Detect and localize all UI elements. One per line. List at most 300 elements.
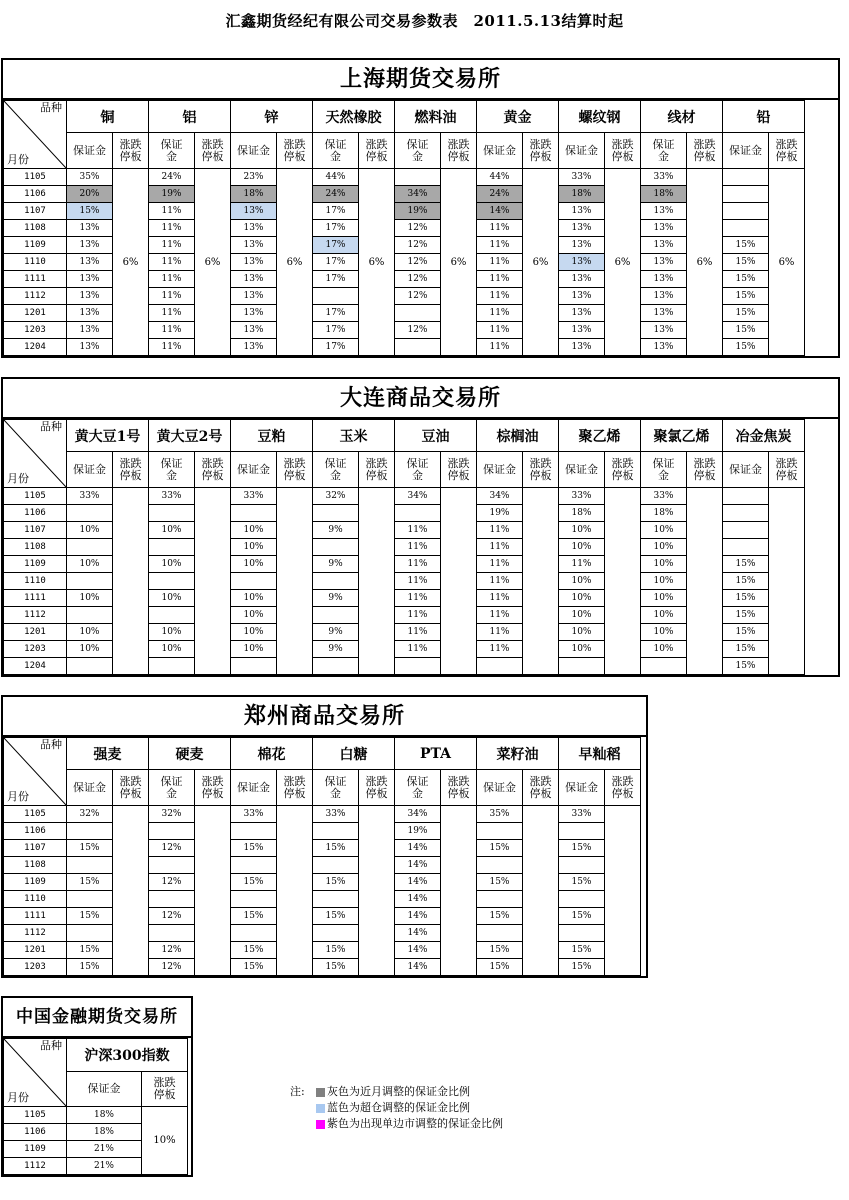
table-row (4, 169, 805, 186)
commodity-name: 铅 (723, 101, 805, 133)
margin-cell: 15% (313, 942, 359, 959)
commodity-name: 白糖 (313, 738, 395, 770)
margin-cell (641, 658, 687, 675)
margin-cell: 11% (477, 254, 523, 271)
margin-cell: 13% (231, 322, 277, 339)
margin-cell: 24% (149, 169, 195, 186)
corner-cell (4, 420, 67, 488)
gray-swatch-icon (316, 1088, 325, 1097)
margin-cell: 15% (723, 339, 769, 356)
margin-cell: 32% (149, 806, 195, 823)
corner-cell (4, 738, 67, 806)
margin-cell: 18% (641, 505, 687, 522)
margin-cell: 15% (723, 237, 769, 254)
cffex-section (1, 996, 193, 1177)
commodity-name: 豆油 (395, 420, 477, 452)
margin-cell (149, 823, 195, 840)
margin-header: 保证金 (723, 133, 769, 169)
margin-header: 保证 金 (641, 452, 687, 488)
margin-cell: 14% (395, 942, 441, 959)
margin-cell: 17% (313, 237, 359, 254)
margin-cell (149, 925, 195, 942)
month-label: 1201 (4, 305, 67, 322)
dce-section (1, 377, 840, 677)
margin-cell: 13% (231, 271, 277, 288)
margin-cell: 15% (67, 959, 113, 976)
margin-cell: 12% (149, 942, 195, 959)
commodity-name: 聚氯乙烯 (641, 420, 723, 452)
commodity-name: 铜 (67, 101, 149, 133)
corner-label-month: 月份 (7, 790, 29, 803)
margin-cell: 10% (559, 607, 605, 624)
margin-cell (231, 925, 277, 942)
margin-header: 保证 金 (149, 133, 195, 169)
limit-cell: 6% (195, 169, 231, 356)
month-label: 1107 (4, 840, 67, 857)
margin-cell (313, 823, 359, 840)
margin-cell: 10% (559, 522, 605, 539)
margin-cell: 15% (477, 840, 523, 857)
margin-cell: 10% (641, 607, 687, 624)
subheader-row (4, 452, 805, 488)
margin-cell: 18% (231, 186, 277, 203)
margin-cell: 13% (559, 288, 605, 305)
commodity-name: 锌 (231, 101, 313, 133)
month-label: 1111 (4, 908, 67, 925)
margin-cell: 19% (477, 505, 523, 522)
margin-cell: 10% (231, 556, 277, 573)
margin-cell: 33% (641, 488, 687, 505)
margin-cell: 12% (149, 840, 195, 857)
margin-cell: 15% (313, 840, 359, 857)
margin-cell (477, 658, 523, 675)
margin-cell: 13% (67, 271, 113, 288)
margin-cell: 10% (559, 641, 605, 658)
margin-header: 保证 金 (313, 133, 359, 169)
margin-cell: 19% (395, 823, 441, 840)
margin-cell: 34% (395, 186, 441, 203)
margin-cell: 10% (231, 539, 277, 556)
month-label: 1111 (4, 271, 67, 288)
margin-cell: 15% (313, 908, 359, 925)
margin-cell: 24% (477, 186, 523, 203)
margin-cell: 11% (477, 305, 523, 322)
margin-cell (477, 925, 523, 942)
margin-header: 保证 金 (149, 770, 195, 806)
margin-cell: 15% (723, 556, 769, 573)
margin-cell: 34% (395, 806, 441, 823)
margin-cell: 18% (641, 186, 687, 203)
margin-cell: 13% (231, 288, 277, 305)
limit-cell: 6% (441, 169, 477, 356)
margin-cell: 13% (67, 254, 113, 271)
month-label: 1112 (4, 1158, 67, 1175)
limit-header: 涨跌 停板 (195, 452, 231, 488)
margin-cell: 15% (313, 959, 359, 976)
margin-cell: 18% (67, 1124, 142, 1141)
margin-header: 保证金 (67, 1072, 142, 1107)
legend-text: 灰色为近月调整的保证金比例 (327, 1085, 470, 1098)
magenta-swatch-icon (316, 1120, 325, 1129)
limit-cell (359, 488, 395, 675)
margin-header: 保证金 (477, 452, 523, 488)
corner-label-variety: 品种 (40, 101, 62, 114)
month-label: 1109 (4, 874, 67, 891)
limit-cell (523, 806, 559, 976)
month-label: 1110 (4, 573, 67, 590)
limit-header: 涨跌 停板 (277, 770, 313, 806)
margin-cell (231, 823, 277, 840)
margin-cell (395, 305, 441, 322)
margin-header: 保证 金 (313, 452, 359, 488)
margin-cell: 11% (149, 288, 195, 305)
margin-cell: 44% (477, 169, 523, 186)
margin-cell (723, 522, 769, 539)
limit-cell: 6% (687, 169, 723, 356)
margin-cell: 13% (231, 254, 277, 271)
margin-cell: 10% (641, 539, 687, 556)
limit-header: 涨跌 停板 (441, 770, 477, 806)
margin-cell: 11% (477, 220, 523, 237)
exchange-name: 上海期货交易所 (3, 60, 838, 100)
margin-cell: 15% (231, 908, 277, 925)
limit-header: 涨跌 停板 (687, 133, 723, 169)
margin-cell: 15% (67, 874, 113, 891)
limit-header: 涨跌 停板 (195, 770, 231, 806)
margin-cell: 13% (67, 288, 113, 305)
margin-cell (559, 891, 605, 908)
margin-cell: 13% (231, 339, 277, 356)
month-label: 1105 (4, 488, 67, 505)
month-label: 1106 (4, 505, 67, 522)
margin-cell: 13% (641, 237, 687, 254)
margin-cell: 10% (559, 590, 605, 607)
margin-cell: 11% (149, 237, 195, 254)
commodity-name: 黄大豆1号 (67, 420, 149, 452)
margin-cell: 13% (231, 203, 277, 220)
legend-text: 蓝色为超仓调整的保证金比例 (327, 1101, 470, 1114)
margin-cell (313, 891, 359, 908)
margin-cell: 15% (723, 305, 769, 322)
header-row (4, 101, 805, 133)
margin-cell (149, 857, 195, 874)
margin-cell: 13% (641, 203, 687, 220)
margin-cell: 33% (641, 169, 687, 186)
margin-cell (723, 220, 769, 237)
margin-cell: 13% (67, 339, 113, 356)
margin-cell: 11% (395, 624, 441, 641)
limit-header: 涨跌 停板 (441, 452, 477, 488)
margin-cell: 44% (313, 169, 359, 186)
margin-cell (313, 857, 359, 874)
margin-cell: 17% (313, 203, 359, 220)
margin-cell: 11% (149, 203, 195, 220)
margin-cell: 13% (641, 254, 687, 271)
margin-cell: 35% (477, 806, 523, 823)
margin-cell: 34% (477, 488, 523, 505)
margin-cell: 12% (149, 959, 195, 976)
limit-header: 涨跌 停板 (441, 133, 477, 169)
margin-cell: 11% (477, 573, 523, 590)
margin-cell: 11% (395, 607, 441, 624)
margin-cell: 15% (559, 840, 605, 857)
limit-header: 涨跌 停板 (142, 1072, 188, 1107)
margin-cell: 33% (559, 806, 605, 823)
margin-cell: 20% (67, 186, 113, 203)
subheader-row (4, 133, 805, 169)
margin-cell (149, 658, 195, 675)
limit-cell: 6% (359, 169, 395, 356)
margin-cell (723, 488, 769, 505)
commodity-name: 黄大豆2号 (149, 420, 231, 452)
commodity-name: 燃料油 (395, 101, 477, 133)
margin-cell: 10% (67, 641, 113, 658)
month-label: 1105 (4, 806, 67, 823)
margin-cell: 15% (723, 573, 769, 590)
margin-cell: 15% (723, 254, 769, 271)
margin-cell: 32% (67, 806, 113, 823)
commodity-name: 沪深300指数 (67, 1039, 188, 1072)
header-row (4, 420, 805, 452)
margin-cell (723, 539, 769, 556)
margin-cell: 15% (231, 840, 277, 857)
month-label: 1109 (4, 237, 67, 254)
commodity-name: 黄金 (477, 101, 559, 133)
margin-cell: 10% (641, 624, 687, 641)
commodity-name: 菜籽油 (477, 738, 559, 770)
month-label: 1105 (4, 1107, 67, 1124)
month-label: 1108 (4, 539, 67, 556)
margin-cell (477, 891, 523, 908)
margin-cell (149, 891, 195, 908)
margin-cell: 10% (149, 556, 195, 573)
limit-header: 涨跌 停板 (605, 452, 641, 488)
limit-cell: 10% (142, 1107, 188, 1175)
table-row (4, 1107, 188, 1124)
margin-cell: 15% (231, 959, 277, 976)
limit-header: 涨跌 停板 (359, 770, 395, 806)
limit-header: 涨跌 停板 (769, 452, 805, 488)
margin-cell: 14% (477, 203, 523, 220)
margin-cell: 10% (67, 590, 113, 607)
legend-prefix: 注: (290, 1085, 305, 1098)
margin-cell: 11% (395, 522, 441, 539)
margin-cell: 10% (231, 641, 277, 658)
margin-cell (313, 573, 359, 590)
limit-cell (277, 806, 313, 976)
margin-cell (559, 925, 605, 942)
margin-cell (477, 857, 523, 874)
margin-cell: 10% (641, 556, 687, 573)
margin-cell: 15% (231, 942, 277, 959)
margin-cell: 14% (395, 959, 441, 976)
margin-cell: 15% (477, 908, 523, 925)
margin-cell: 13% (67, 237, 113, 254)
month-label: 1204 (4, 339, 67, 356)
margin-cell: 23% (231, 169, 277, 186)
margin-cell: 13% (231, 305, 277, 322)
margin-cell: 33% (559, 169, 605, 186)
margin-cell: 10% (149, 624, 195, 641)
margin-cell: 11% (395, 573, 441, 590)
month-label: 1108 (4, 220, 67, 237)
month-label: 1110 (4, 254, 67, 271)
margin-cell: 11% (477, 288, 523, 305)
legend-row (290, 1084, 503, 1100)
margin-cell (231, 573, 277, 590)
subheader-row (4, 770, 641, 806)
month-label: 1108 (4, 857, 67, 874)
month-label: 1111 (4, 590, 67, 607)
margin-header: 保证金 (559, 770, 605, 806)
margin-cell: 11% (477, 522, 523, 539)
month-label: 1107 (4, 522, 67, 539)
margin-cell (559, 857, 605, 874)
limit-header: 涨跌 停板 (359, 452, 395, 488)
margin-cell: 10% (67, 522, 113, 539)
margin-cell: 10% (231, 624, 277, 641)
corner-cell (4, 1039, 67, 1107)
margin-cell (67, 539, 113, 556)
margin-cell (67, 925, 113, 942)
margin-cell: 13% (559, 322, 605, 339)
corner-label-variety: 品种 (40, 420, 62, 433)
margin-cell (149, 539, 195, 556)
margin-table (3, 419, 805, 675)
margin-cell: 11% (477, 641, 523, 658)
margin-cell: 15% (559, 959, 605, 976)
legend-text: 紫色为出现单边市调整的保证金比例 (327, 1117, 503, 1130)
exchange-name: 郑州商品交易所 (3, 697, 646, 737)
margin-cell: 11% (395, 590, 441, 607)
margin-cell (67, 823, 113, 840)
margin-cell (313, 505, 359, 522)
margin-cell: 10% (641, 641, 687, 658)
margin-cell: 33% (149, 488, 195, 505)
month-label: 1106 (4, 823, 67, 840)
limit-header: 涨跌 停板 (113, 133, 149, 169)
margin-cell: 10% (559, 539, 605, 556)
margin-cell (67, 607, 113, 624)
margin-cell: 11% (149, 220, 195, 237)
margin-cell (395, 658, 441, 675)
month-label: 1106 (4, 1124, 67, 1141)
month-label: 1201 (4, 624, 67, 641)
margin-cell: 13% (559, 305, 605, 322)
commodity-name: 玉米 (313, 420, 395, 452)
month-label: 1106 (4, 186, 67, 203)
margin-cell: 11% (477, 624, 523, 641)
margin-cell: 15% (723, 607, 769, 624)
commodity-name: 硬麦 (149, 738, 231, 770)
czce-section (1, 695, 648, 978)
limit-cell: 6% (277, 169, 313, 356)
margin-cell (149, 607, 195, 624)
margin-cell: 9% (313, 641, 359, 658)
margin-cell (723, 505, 769, 522)
margin-cell (67, 891, 113, 908)
margin-cell: 13% (641, 288, 687, 305)
margin-cell: 12% (149, 908, 195, 925)
margin-cell (477, 823, 523, 840)
margin-cell: 17% (313, 220, 359, 237)
month-label: 1112 (4, 607, 67, 624)
margin-cell: 14% (395, 925, 441, 942)
margin-cell: 10% (641, 573, 687, 590)
margin-header: 保证 金 (313, 770, 359, 806)
margin-cell (67, 505, 113, 522)
margin-cell: 14% (395, 891, 441, 908)
margin-cell: 10% (641, 522, 687, 539)
margin-cell: 13% (641, 322, 687, 339)
margin-cell: 18% (559, 186, 605, 203)
margin-cell: 17% (313, 339, 359, 356)
margin-cell: 13% (559, 220, 605, 237)
margin-header: 保证金 (723, 452, 769, 488)
limit-cell (441, 806, 477, 976)
margin-cell: 11% (395, 556, 441, 573)
month-label: 1110 (4, 891, 67, 908)
margin-cell: 11% (477, 590, 523, 607)
month-label: 1105 (4, 169, 67, 186)
margin-cell: 14% (395, 874, 441, 891)
margin-cell: 13% (67, 220, 113, 237)
margin-table (3, 1038, 188, 1175)
margin-cell: 15% (67, 840, 113, 857)
margin-cell (67, 857, 113, 874)
margin-header: 保证 金 (149, 452, 195, 488)
margin-table (3, 100, 805, 356)
commodity-name: 棉花 (231, 738, 313, 770)
corner-label-month: 月份 (7, 1091, 29, 1104)
margin-cell: 11% (395, 641, 441, 658)
margin-cell: 9% (313, 590, 359, 607)
commodity-name: 豆粕 (231, 420, 313, 452)
limit-cell (113, 806, 149, 976)
margin-cell: 11% (477, 556, 523, 573)
legend-row (290, 1116, 503, 1132)
margin-cell: 11% (149, 254, 195, 271)
margin-cell: 15% (67, 942, 113, 959)
margin-cell: 10% (149, 641, 195, 658)
limit-cell (359, 806, 395, 976)
margin-cell: 15% (723, 288, 769, 305)
legend-row (290, 1100, 503, 1116)
limit-header: 涨跌 停板 (605, 133, 641, 169)
margin-header: 保证金 (231, 770, 277, 806)
margin-cell: 17% (313, 271, 359, 288)
margin-cell: 13% (559, 254, 605, 271)
margin-header: 保证金 (477, 133, 523, 169)
margin-cell (313, 925, 359, 942)
corner-label-variety: 品种 (40, 1039, 62, 1052)
limit-cell (769, 488, 805, 675)
margin-header: 保证金 (477, 770, 523, 806)
margin-cell: 17% (313, 305, 359, 322)
margin-cell (313, 288, 359, 305)
margin-cell: 10% (641, 590, 687, 607)
margin-header: 保证金 (231, 133, 277, 169)
margin-header: 保证金 (231, 452, 277, 488)
margin-cell: 15% (313, 874, 359, 891)
margin-cell: 12% (395, 271, 441, 288)
corner-label-month: 月份 (7, 153, 29, 166)
limit-header: 涨跌 停板 (195, 133, 231, 169)
margin-cell: 12% (395, 220, 441, 237)
margin-header: 保证 金 (395, 452, 441, 488)
margin-cell: 34% (395, 488, 441, 505)
margin-cell: 11% (149, 271, 195, 288)
